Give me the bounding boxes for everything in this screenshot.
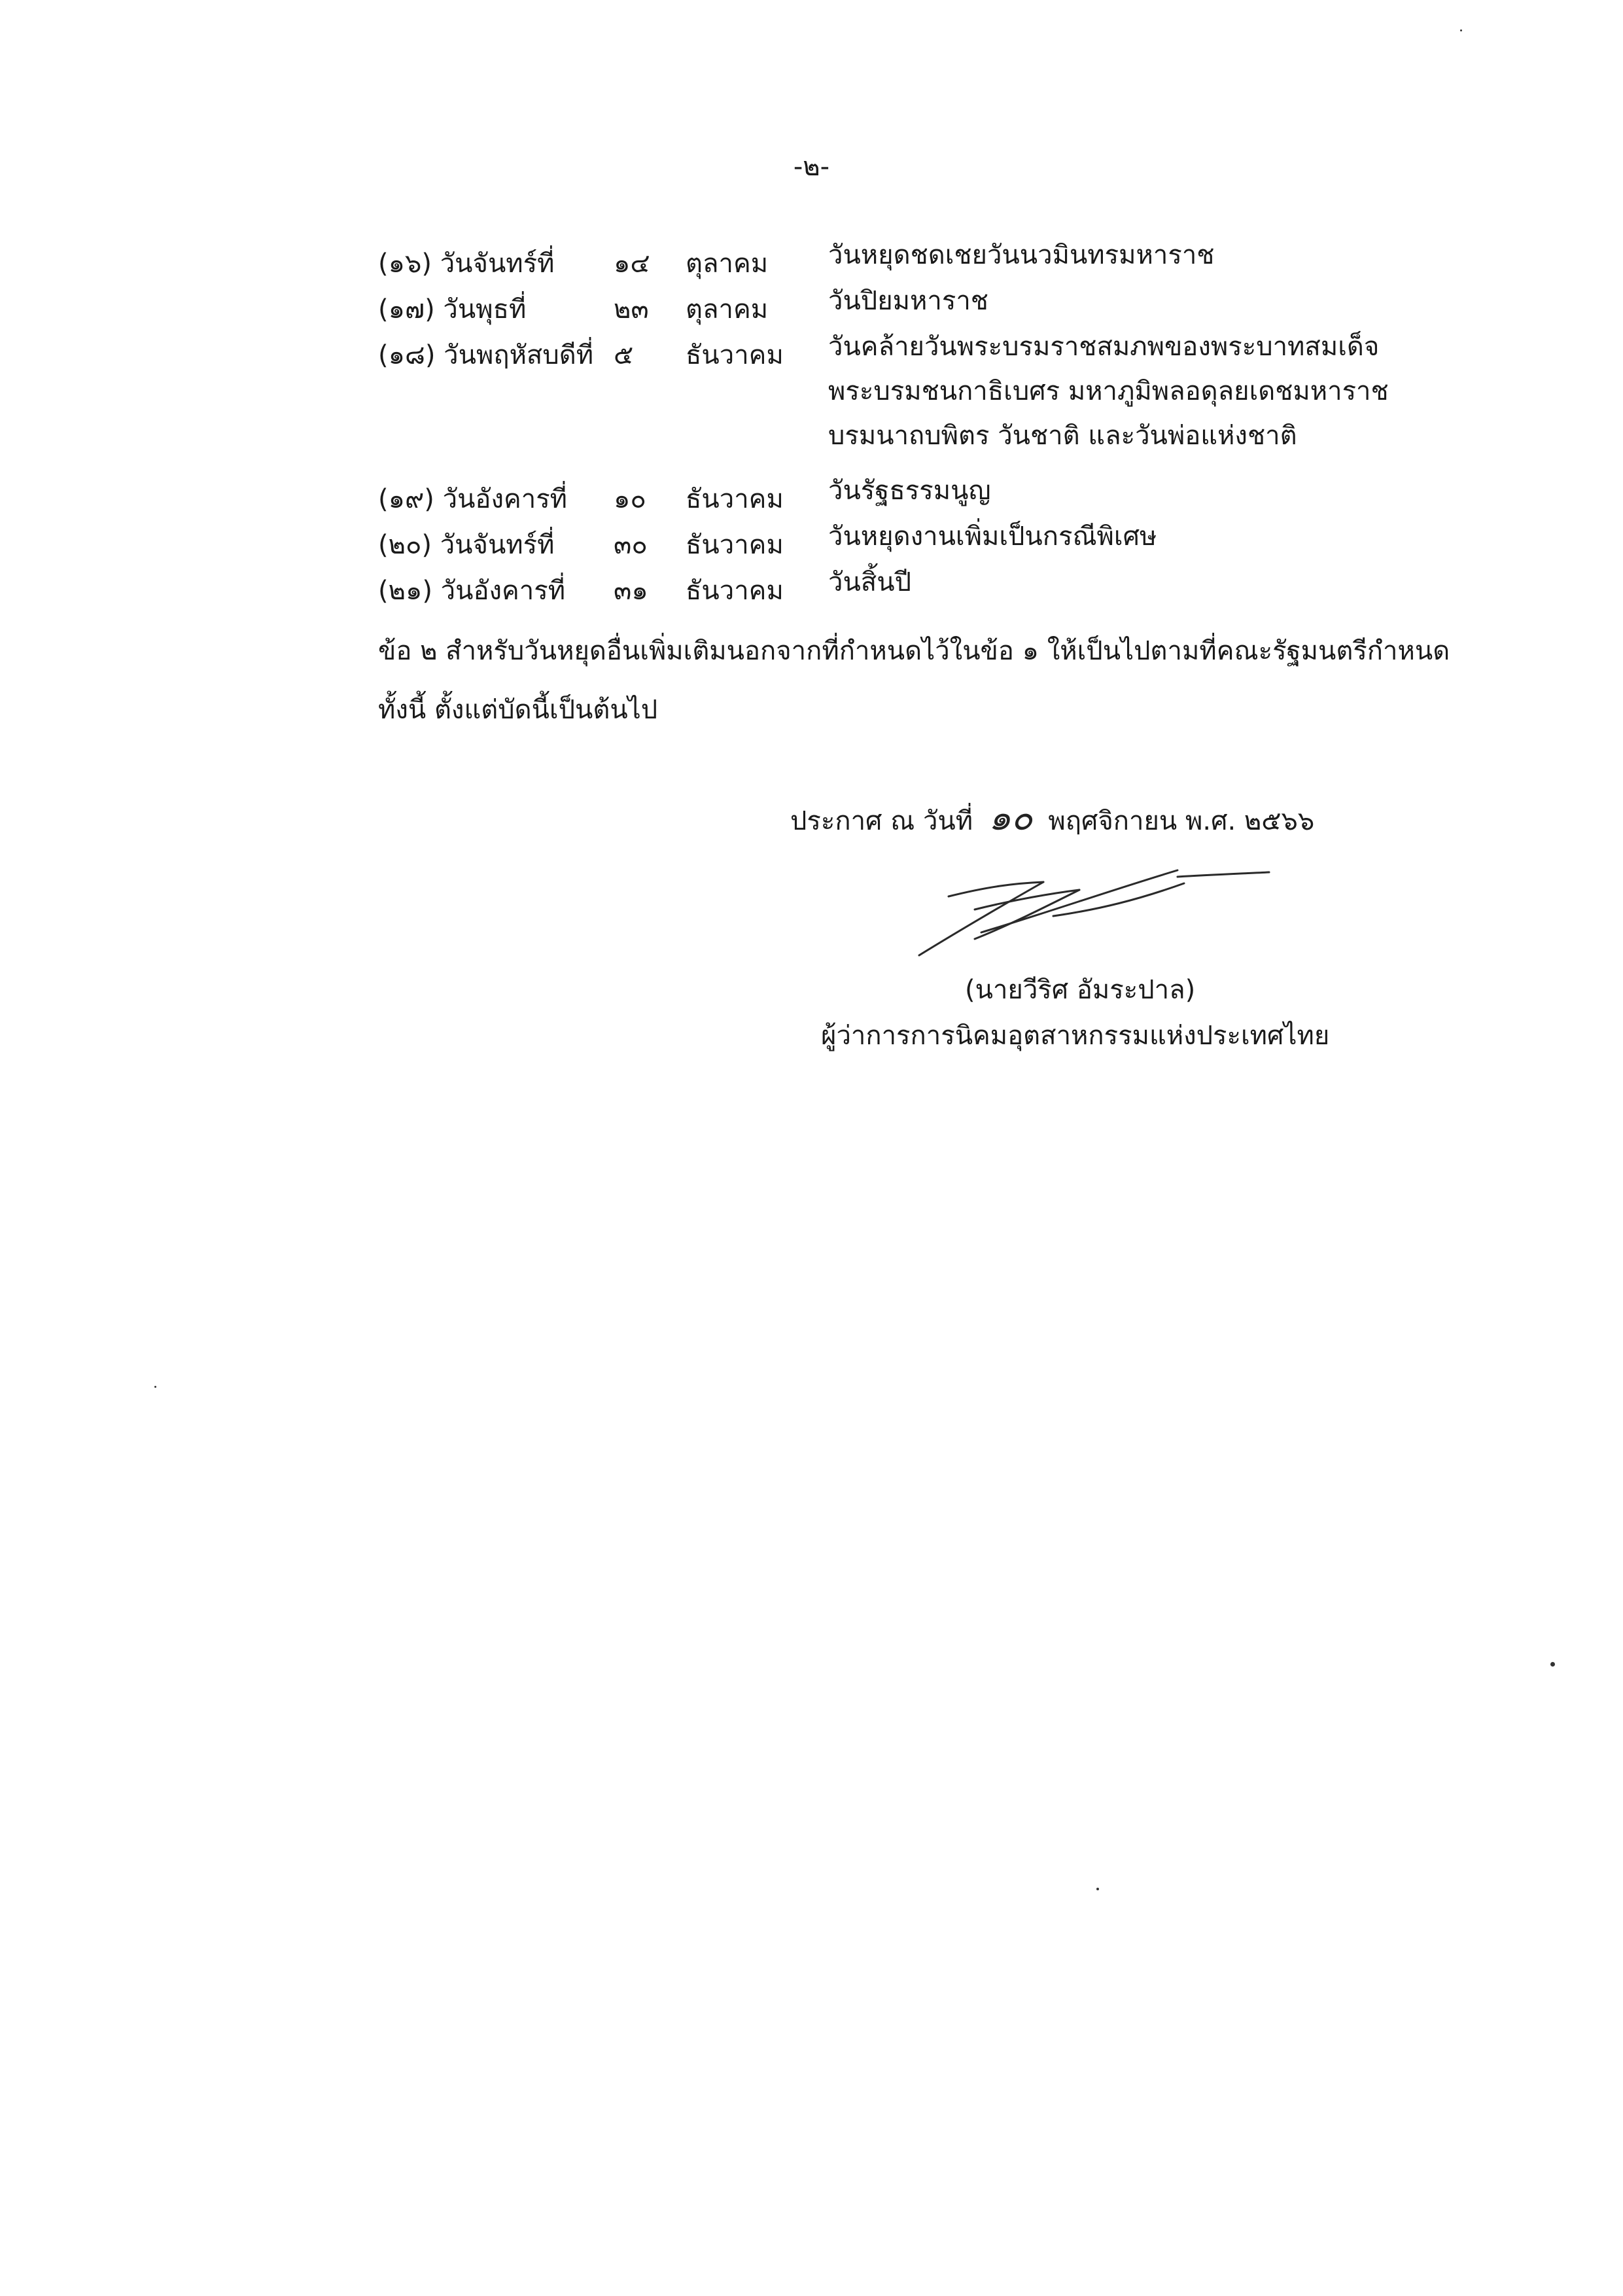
holiday-name: [828, 325, 1417, 458]
holiday-day: (๑๘) วันพฤหัสบดีที่: [378, 340, 594, 370]
holiday-name: วันปิยมหาราช: [828, 286, 988, 316]
page-number: -๒-: [793, 152, 830, 182]
holiday-date: ๑๔: [614, 249, 650, 279]
holiday-day: (๑๖) วันจันทร์ที่: [378, 249, 555, 279]
holiday-month: ธันวาคม: [686, 484, 784, 514]
holiday-date: ๕: [614, 340, 634, 370]
holiday-day: (๒๐) วันจันทร์ที่: [378, 530, 555, 560]
announcement-prefix: ประกาศ ณ วันที่: [790, 806, 973, 836]
holiday-month: ธันวาคม: [686, 576, 784, 606]
holiday-name: วันสิ้นปี: [828, 567, 911, 597]
effective-clause: ทั้งนี้ ตั้งแต่บัดนี้เป็นต้นไป: [378, 695, 658, 725]
holiday-date: ๒๓: [614, 294, 649, 325]
signer-name: (นายวีริศ อัมระปาล): [965, 975, 1196, 1005]
scan-speck: [1460, 29, 1462, 31]
holiday-date: ๑๐: [614, 484, 646, 514]
announcement-line: [790, 789, 1314, 845]
announcement-day: ๑๐: [988, 797, 1033, 838]
holiday-month: ธันวาคม: [686, 340, 784, 370]
scan-speck: [154, 1386, 156, 1388]
scan-speck: [1550, 1662, 1555, 1667]
holiday-name-line: พระบรมชนกาธิเบศร มหาภูมิพลอดุลยเดชมหาราช: [828, 376, 1389, 406]
holiday-month: ธันวาคม: [686, 530, 784, 560]
holiday-date: ๓๑: [614, 576, 648, 606]
holiday-day: (๒๑) วันอังคารที่: [378, 576, 566, 606]
holiday-name: วันหยุดชดเชยวันนวมินทรมหาราช: [828, 240, 1215, 270]
signer-title: ผู้ว่าการการนิคมอุตสาหกรรมแห่งประเทศไทย: [821, 1021, 1330, 1051]
clause-2-text: ข้อ ๒ สำหรับวันหยุดอื่นเพิ่มเติมนอกจากที่กำหนดไว้ในข้อ ๑ ให้เป็นไปตามที่คณะรัฐมนตรีกำหนด: [378, 636, 1450, 666]
holiday-month: ตุลาคม: [686, 249, 769, 279]
holiday-name: วันรัฐธรรมนูญ: [828, 476, 991, 506]
holiday-name: วันหยุดงานเพิ่มเป็นกรณีพิเศษ: [828, 521, 1157, 552]
announcement-month-year: พฤศจิกายน พ.ศ. ๒๕๖๖: [1048, 806, 1315, 836]
holiday-day: (๑๙) วันอังคารที่: [378, 484, 568, 514]
holiday-day: (๑๗) วันพุธที่: [378, 294, 527, 325]
holiday-date: ๓๐: [614, 530, 648, 560]
holiday-month: ตุลาคม: [686, 294, 769, 325]
holiday-name-line: บรมนาถบพิตร วันชาติ และวันพ่อแห่งชาติ: [828, 421, 1297, 451]
handwritten-signature: [903, 860, 1282, 965]
holiday-name-line: วันคล้ายวันพระบรมราชสมภพของพระบาทสมเด็จ: [828, 332, 1380, 362]
scan-speck: [1096, 1888, 1099, 1890]
